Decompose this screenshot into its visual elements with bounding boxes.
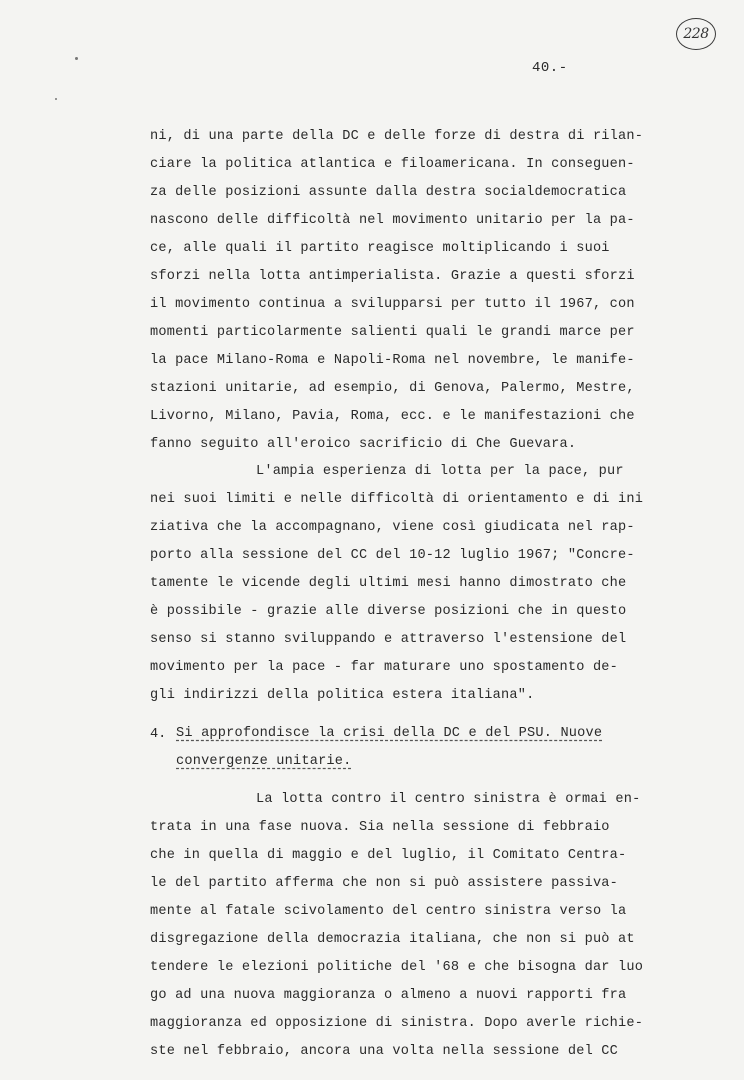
text-line: nei suoi limiti e nelle difficoltà di orientamento e di ini [150,492,644,507]
section-title-line: convergenze unitarie. [176,754,352,769]
text-line: nascono delle difficoltà nel movimento unitario per la pa- [150,213,635,228]
text-line: che in quella di maggio e del luglio, il Comitato Centra- [150,848,627,863]
archive-stamp [676,18,716,50]
text-line: L'ampia esperienza di lotta per la pace, pur [256,464,624,479]
text-line: go ad una nuova maggioranza o almeno a nuovi rapporti fra [150,988,627,1003]
text-line: La lotta contro il centro sinistra è ormai en- [256,792,641,807]
text-line: tamente le vicende degli ultimi mesi hanno dimostrato che [150,576,627,591]
scan-speck [75,57,78,60]
text-line: porto alla sessione del CC del 10-12 luglio 1967; "Concre- [150,548,635,563]
text-line: disgregazione della democrazia italiana, che non si può at [150,932,635,947]
text-line: maggioranza ed opposizione di sinistra. Dopo averle richie- [150,1016,644,1031]
text-line: ziativa che la accompagnano, viene così giudicata nel rap- [150,520,635,535]
text-line: le del partito afferma che non si può assistere passiva- [150,876,619,891]
text-line: movimento per la pace - far maturare uno spostamento de- [150,660,619,675]
text-line: Livorno, Milano, Pavia, Roma, ecc. e le manifestazioni che [150,409,635,424]
text-line: è possibile - grazie alle diverse posizioni che in questo [150,604,627,619]
page-number: 40.- [532,60,568,76]
text-line: za delle posizioni assunte dalla destra socialdemocratica [150,185,627,200]
text-line: tendere le elezioni politiche del '68 e che bisogna dar luo [150,960,644,975]
text-line: fanno seguito all'eroico sacrificio di Che Guevara. [150,437,577,452]
text-line: mente al fatale scivolamento del centro sinistra verso la [150,904,627,919]
text-line: ciare la politica atlantica e filoamericana. In conseguen- [150,157,635,172]
archive-stamp-label: 228 [683,26,709,42]
text-line: la pace Milano-Roma e Napoli-Roma nel novembre, le manife- [150,353,635,368]
text-line: trata in una fase nuova. Sia nella sessione di febbraio [150,820,610,835]
text-line: stazioni unitarie, ad esempio, di Genova, Palermo, Mestre, [150,381,635,396]
section-number: 4. [150,727,167,742]
scan-speck [55,98,57,100]
text-line: momenti particolarmente salienti quali le grandi marce per [150,325,635,340]
section-title-line: Si approfondisce la crisi della DC e del PSU. Nuove [176,726,603,741]
text-line: il movimento continua a svilupparsi per tutto il 1967, con [150,297,635,312]
text-line: gli indirizzi della politica estera italiana". [150,688,535,703]
text-line: ni, di una parte della DC e delle forze di destra di rilan- [150,129,644,144]
text-line: sforzi nella lotta antimperialista. Grazie a questi sforzi [150,269,635,284]
text-line: senso si stanno sviluppando e attraverso l'estensione del [150,632,627,647]
text-line: ste nel febbraio, ancora una volta nella sessione del CC [150,1044,619,1059]
text-line: ce, alle quali il partito reagisce moltiplicando i suoi [150,241,610,256]
